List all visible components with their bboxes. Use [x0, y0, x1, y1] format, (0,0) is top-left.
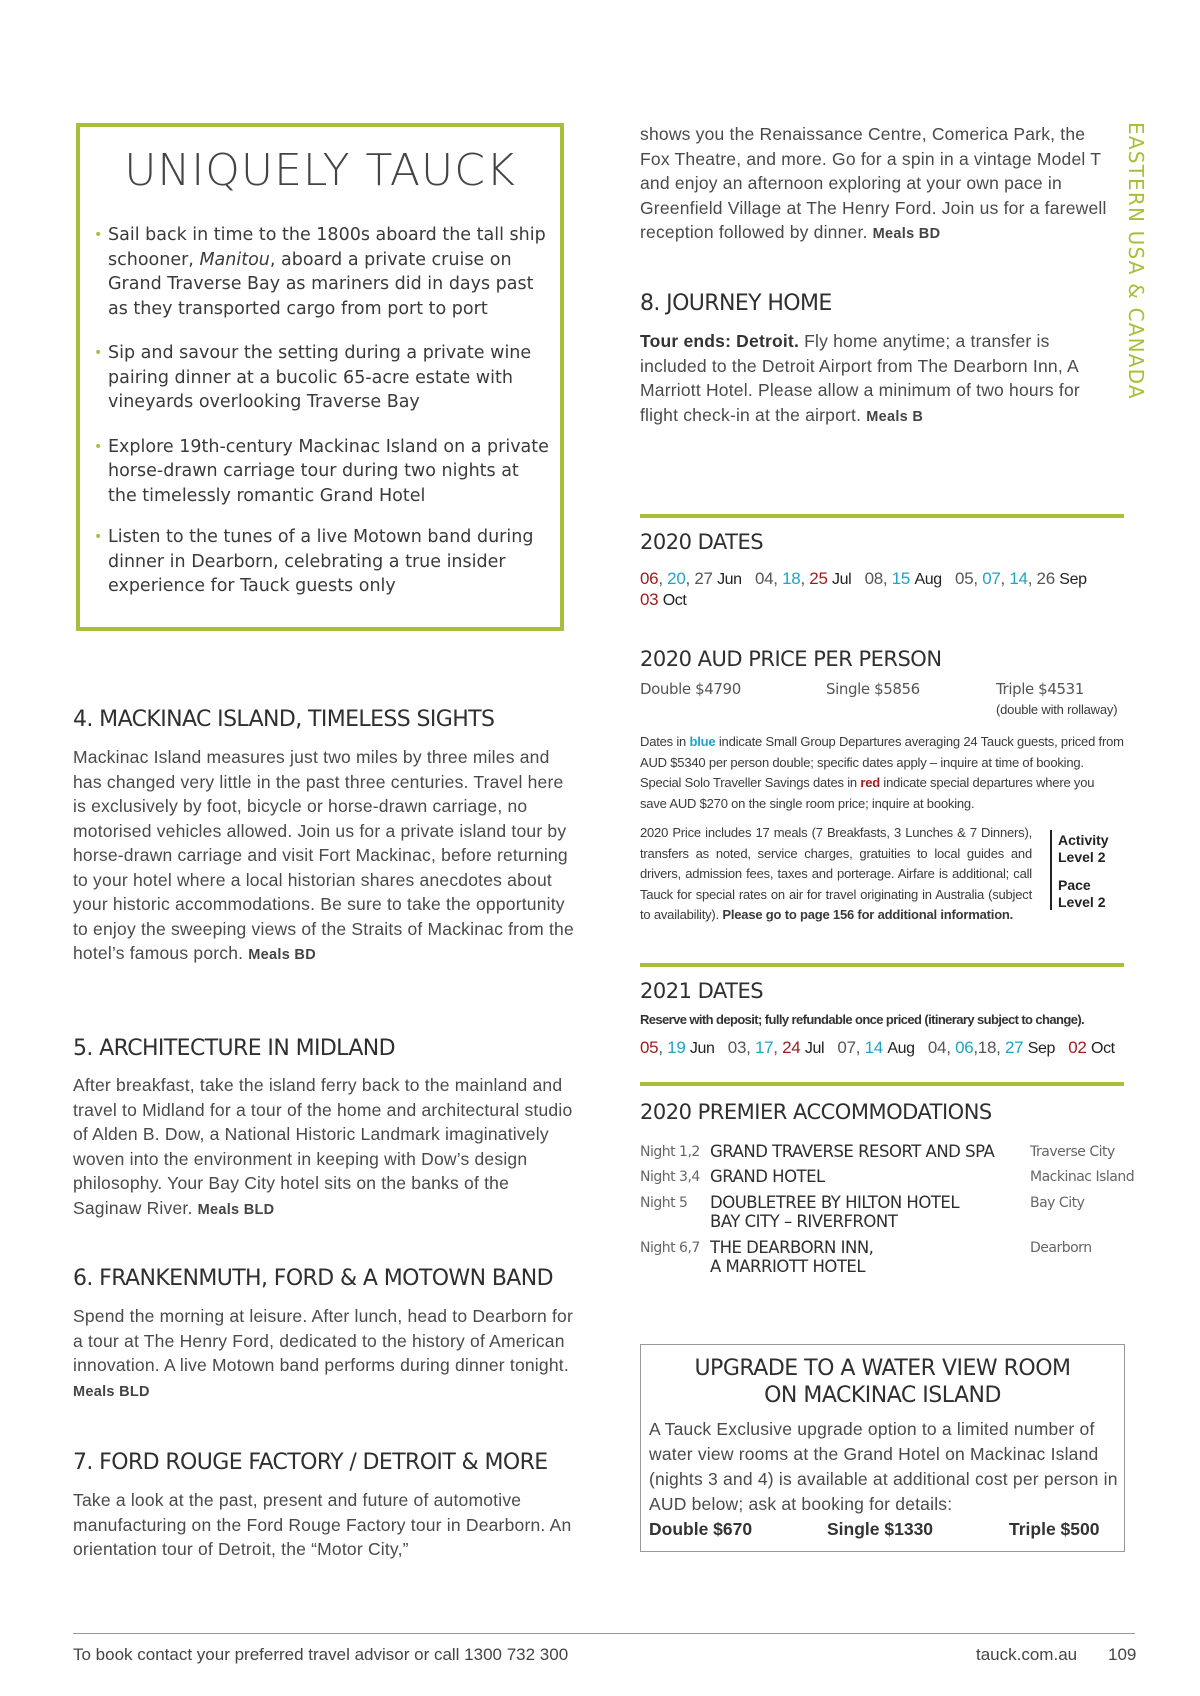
date-token: 17 — [754, 1038, 774, 1057]
accom-city: Bay City — [1030, 1195, 1085, 1211]
date-token: 06 — [640, 569, 659, 588]
price-double: Double $4790 — [640, 680, 741, 698]
accommodations-heading: 2020 PREMIER ACCOMMODATIONS — [640, 1100, 992, 1124]
divider-rule — [640, 1082, 1124, 1086]
date-token: 15 — [891, 569, 911, 588]
day8-body: Tour ends: Detroit. Fly home anytime; a transfer is included to the Detroit Airport from The Dearborn Inn, A Marriott Hotel. Please allow a minimum of two hours for flight check-in at the airport. Meals B — [640, 331, 1080, 425]
divider-rule — [640, 514, 1124, 518]
footer-booking-text: To book contact your preferred travel advisor or call 1300 732 300 — [73, 1645, 569, 1664]
activity-divider — [1050, 830, 1052, 910]
highlight-item: • Listen to the tunes of a live Motown band during dinner in Dearborn, celebrating a true insider experience for Tauck guests only — [94, 527, 534, 596]
date-token: 25 — [809, 569, 828, 588]
upgrade-price-triple: Triple $500 — [1009, 1519, 1100, 1539]
upgrade-price-single: Single $1330 — [827, 1519, 934, 1539]
accom-night: Night 6,7 — [640, 1240, 700, 1256]
date-token: 07 — [982, 569, 1001, 588]
date-token: 04, — [914, 1038, 956, 1057]
highlight-item: • Explore 19th-century Mackinac Island on a private horse-drawn carriage tour during two nights at the timelessly romantic Grand Hotel — [94, 436, 549, 506]
price-2020-heading: 2020 AUD PRICE PER PERSON — [640, 647, 942, 671]
footer-site[interactable]: tauck.com.au — [976, 1645, 1078, 1664]
date-token: Aug — [914, 571, 942, 588]
date-token: Jun — [689, 1040, 715, 1057]
date-token: Sep — [1059, 571, 1087, 588]
highlight-item: • Sail back in time to the 1800s aboard the tall ship schooner, Manitou, aboard a private cruise on Grand Traverse Bay as mariners did in days past as they transported cargo from port to port — [94, 225, 546, 319]
day5-meals: Meals BLD — [197, 1201, 275, 1218]
date-token: 05 — [640, 1038, 659, 1057]
accom-city: Dearborn — [1030, 1240, 1092, 1256]
day7-body-continued: shows you the Renaissance Centre, Comerica Park, the Fox Theatre, and more. Go for a spin in a vintage Model T and enjoy an afternoon exploring at your own pace in Greenfield Village at The Henry Ford. Join us for a farewell reception followed by dinner. Meals BD — [640, 124, 1107, 242]
day5-heading: 5. ARCHITECTURE IN MIDLAND — [73, 1036, 395, 1061]
upgrade-title: UPGRADE TO A WATER VIEW ROOM ON MACKINAC ISLAND — [694, 1356, 1071, 1408]
dates-2020-heading: 2020 DATES — [640, 530, 764, 554]
date-token: 24 — [782, 1038, 801, 1057]
day5-body: After breakfast, take the island ferry back to the mainland and travel to Midland for a tour of the home and architectural studio of Alden B. Dow, a National Historic Landmark imaginatively woven into the environment in keeping with Dow’s design philosophy. Your Bay City hotel sits on the banks of the Saginaw River. Meals BLD — [73, 1075, 573, 1218]
day6-body: Spend the morning at leisure. After lunch, head to Dearborn for a tour at The Henry Ford, dedicated to the history of American innovation. A live Motown band performs during dinner tonight. Meals BLD — [73, 1306, 573, 1400]
date-token: Jul — [804, 1040, 825, 1057]
uniquely-tauck-box — [76, 123, 564, 631]
date-token: 14 — [1009, 569, 1028, 588]
date-token: 19 — [667, 1038, 686, 1057]
divider-rule — [640, 963, 1124, 967]
day8-lead: Tour ends: Detroit. — [640, 331, 800, 351]
upgrade-price-double: Double $670 — [649, 1519, 753, 1539]
date-token: 04, — [741, 569, 783, 588]
region-side-label: EASTERN USA & CANADA — [1124, 122, 1148, 400]
dates-2021-heading: 2021 DATES — [640, 979, 764, 1003]
day8-meals: Meals B — [866, 408, 924, 425]
date-token: , — [800, 569, 810, 588]
pace-level: Pace Level 2 — [1058, 877, 1106, 910]
date-token: , — [1000, 569, 1010, 588]
date-token: 06 — [955, 1038, 974, 1057]
accom-night: Night 5 — [640, 1195, 688, 1211]
day4-heading: 4. MACKINAC ISLAND, TIMELESS SIGHTS — [73, 707, 495, 732]
accom-hotel-name: THE DEARBORN INN, A MARRIOTT HOTEL — [710, 1238, 874, 1276]
uniquely-tauck-title: UNIQUELY TAUCK — [124, 145, 516, 196]
accom-city: Mackinac Island — [1030, 1169, 1135, 1185]
day6-meals: Meals BLD — [73, 1383, 150, 1400]
date-token — [1055, 1038, 1068, 1057]
footer-rule — [73, 1633, 1135, 1634]
highlights-list — [94, 223, 550, 619]
date-token: 03, — [714, 1038, 755, 1057]
upgrade-body: A Tauck Exclusive upgrade option to a limited number of water view rooms at the Grand Hotel on Mackinac Island (nights 3 and 4) is available at additional cost per person in AUD below; ask at booking for details: — [649, 1419, 1118, 1514]
day8-heading: 8. JOURNEY HOME — [640, 291, 832, 316]
day4-meals: Meals BD — [248, 947, 316, 963]
date-token: Oct — [662, 592, 687, 609]
price-dates-note: Dates in blue indicate Small Group Departures averaging 24 Tauck guests, priced from AUD $5340 per person double; specific dates apply – inquire at time of booking. Special Solo Traveller Savings dates in red indicate special departures where you save AUD $270 on the single room price; inquire at booking. — [640, 734, 1124, 811]
accom-hotel-name: DOUBLETREE BY HILTON HOTEL BAY CITY – RIVERFRONT — [710, 1193, 960, 1231]
price-triple: Triple $4531 — [996, 680, 1084, 698]
date-token: , 27 — [685, 569, 718, 588]
dates-2021-note: Reserve with deposit; fully refundable once priced (itinerary subject to change). — [640, 1012, 1085, 1027]
bullet-icon: • — [94, 227, 103, 243]
page-number: 109 — [1108, 1645, 1137, 1664]
day7-heading: 7. FORD ROUGE FACTORY / DETROIT & MORE — [73, 1450, 548, 1475]
upgrade-box — [640, 1344, 1125, 1552]
date-token: , 26 — [1027, 569, 1060, 588]
date-token: ,18, — [973, 1038, 1005, 1057]
dates-2020-line — [640, 569, 1087, 589]
accom-night: Night 3,4 — [640, 1169, 700, 1185]
activity-level: Activity Level 2 — [1058, 832, 1109, 865]
accom-city: Traverse City — [1030, 1144, 1115, 1160]
date-token: 18 — [782, 569, 801, 588]
date-token: , — [658, 569, 668, 588]
date-token: 20 — [667, 569, 686, 588]
bullet-icon: • — [94, 438, 103, 455]
accom-night: Night 1,2 — [640, 1144, 700, 1160]
date-token: 02 — [1068, 1038, 1087, 1057]
price-triple-note: (double with rollaway) — [996, 702, 1118, 717]
date-token: 14 — [864, 1038, 883, 1057]
date-token: Jun — [717, 571, 742, 588]
bullet-icon: • — [94, 345, 103, 361]
date-token: 27 — [1004, 1038, 1024, 1057]
accom-hotel-name: GRAND TRAVERSE RESORT AND SPA — [710, 1142, 995, 1161]
date-token: Aug — [887, 1040, 915, 1057]
date-token: , — [658, 1038, 668, 1057]
bullet-icon: • — [94, 529, 103, 545]
day7-meals: Meals BD — [872, 226, 941, 242]
date-token: 08, — [851, 569, 892, 588]
date-token: Jul — [832, 571, 852, 588]
accom-hotel-name: GRAND HOTEL — [710, 1167, 825, 1186]
date-token: Oct — [1091, 1040, 1115, 1057]
date-token: 05, — [941, 569, 983, 588]
date-token: 03 — [640, 590, 659, 609]
day7-body: Take a look at the past, present and future of automotive manufacturing on the Ford Rouge Factory tour in Dearborn. An orientation tour of Detroit, the “Motor City,” — [73, 1490, 572, 1559]
day4-body: Mackinac Island measures just two miles by three miles and has changed very little in the past three centuries. Travel here is exclusively by foot, bicycle or horse-drawn carriage, no motorised vehicles allowed. Join us for a private island tour by horse-drawn carriage and visit Fort Mackinac, before returning to your hotel where a local historian shares anecdotes about your historic accommodations. Be sure to take the opportunity to enjoy the sweeping views of the Straits of Mackinac from the hotel’s famous porch. Meals BD — [73, 747, 574, 963]
dates-2020-line — [640, 590, 686, 610]
date-token: , — [773, 1038, 783, 1057]
highlight-item: • Sip and savour the setting during a private wine pairing dinner at a bucolic 65-acre estate with vineyards overlooking Traverse Bay — [94, 343, 532, 412]
date-token: Sep — [1027, 1040, 1055, 1057]
day6-heading: 6. FRANKENMUTH, FORD & A MOTOWN BAND — [73, 1266, 553, 1291]
price-single: Single $5856 — [826, 680, 920, 698]
date-token: 07, — [824, 1038, 865, 1057]
dates-2021-line — [640, 1038, 1115, 1058]
price-includes: 2020 Price includes 17 meals (7 Breakfasts, 3 Lunches & 7 Dinners), transfers as noted, service charges, gratuities to local guides and drivers, admission fees, taxes and porterage. Airfare is additional; call Tauck for special rates on air for travel originating in Australia (subject to availability). Please go to page 156 for additional information. — [640, 825, 1032, 922]
